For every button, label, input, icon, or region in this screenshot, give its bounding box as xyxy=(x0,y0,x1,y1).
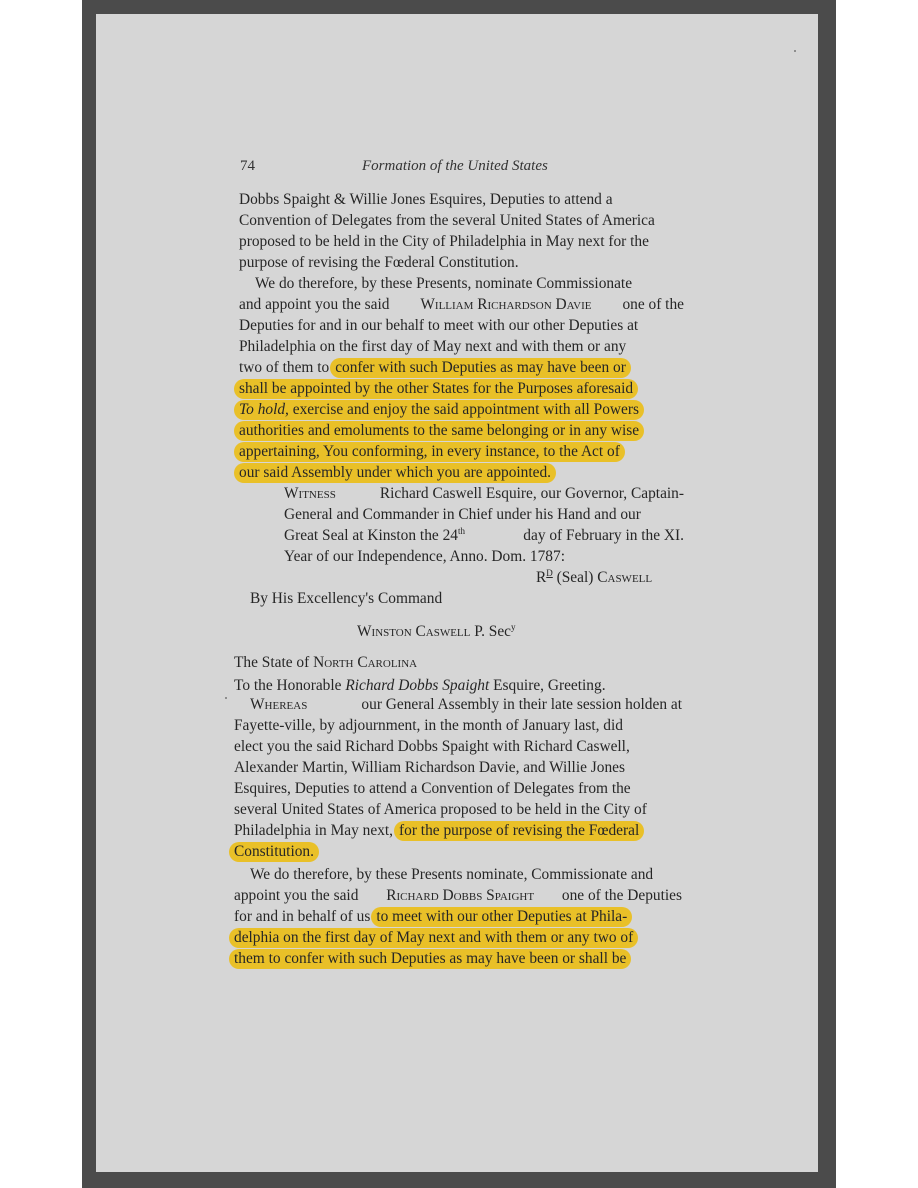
text-line: elect you the said Richard Dobbs Spaight with Richard Caswell, xyxy=(234,738,630,755)
highlighted-text: Constitution. xyxy=(229,842,319,862)
text-line: Philadelphia in May next, for the purpose of revising the Fœderal xyxy=(234,820,639,841)
address-line: The State of North Carolina xyxy=(234,654,418,671)
witness-line: Year of our Independence, Anno. Dom. 1787: xyxy=(284,548,565,565)
text-line: appoint you the said Richard Dobbs Spaight one of the Deputies xyxy=(234,887,682,904)
text-line: for and in behalf of us to meet with our other Deputies at Phila- xyxy=(234,906,627,927)
witness-line: Great Seal at Kinston the 24th day of February in the XI. xyxy=(284,525,684,544)
signature-line: $R^D$ (Seal) Caswell xyxy=(536,567,653,586)
highlighted-text: our said Assembly under which you are appointed. xyxy=(234,463,556,483)
text-line: proposed to be held in the City of Philadelphia in May next for the xyxy=(239,233,649,250)
text-line xyxy=(239,462,551,483)
highlighted-text: them to confer with such Deputies as may have been or shall be xyxy=(229,949,631,969)
text-line xyxy=(239,378,633,399)
text-line: two of them to confer with such Deputies as may have been or xyxy=(239,357,626,378)
text-line xyxy=(234,948,626,969)
text-line xyxy=(234,841,314,862)
paper-speck xyxy=(794,50,796,52)
text-line xyxy=(234,927,633,948)
secretary-line: Winston Caswell P. Sec$^y$ xyxy=(357,621,516,640)
address-line: To the Honorable Richard Dobbs Spaight Esquire, Greeting. xyxy=(234,677,606,694)
text-line xyxy=(239,441,620,462)
highlighted-text: for the purpose of revising the Fœderal xyxy=(394,821,644,841)
person-name: William Richardson Davie xyxy=(420,296,592,313)
highlighted-text: confer with such Deputies as may have been or xyxy=(330,358,631,378)
book-page xyxy=(96,14,818,1172)
highlighted-text: appertaining, You conforming, in every instance, to the Act of xyxy=(234,442,625,462)
highlighted-text: shall be appointed by the other States for the Purposes aforesaid xyxy=(234,379,638,399)
highlighted-text: To hold, exercise and enjoy the said appointment with all Powers xyxy=(234,400,644,420)
text-line: several United States of America proposed to be held in the City of xyxy=(234,801,647,818)
witness-line: General and Commander in Chief under his Hand and our xyxy=(284,506,641,523)
text-line: Deputies for and in our behalf to meet with our other Deputies at xyxy=(239,317,639,334)
page-number: 74 xyxy=(240,158,255,174)
text-line: Fayette-ville, by adjournment, in the month of January last, did xyxy=(234,717,623,734)
text-line: purpose of revising the Fœderal Constitution. xyxy=(239,254,519,271)
text-line: Whereas our General Assembly in their late session holden at xyxy=(250,696,682,713)
command-line: By His Excellency's Command xyxy=(250,590,443,607)
text-line: Philadelphia on the first day of May next and with them or any xyxy=(239,338,627,355)
text-line xyxy=(239,399,639,420)
signatory-name: Caswell xyxy=(597,569,653,586)
text-line: and appoint you the said William Richardson Davie one of the xyxy=(239,296,684,313)
person-name: Richard Dobbs Spaight xyxy=(386,887,535,904)
text-line: Esquires, Deputies to attend a Convention of Delegates from the xyxy=(234,780,631,797)
paper-speck xyxy=(225,697,227,699)
text-line xyxy=(239,420,639,441)
witness-line: Witness Richard Caswell Esquire, our Governor, Captain- xyxy=(284,485,684,502)
text-line: We do therefore, by these Presents nominate, Commissionate and xyxy=(250,866,654,883)
highlighted-text: authorities and emoluments to the same belonging or in any wise xyxy=(234,421,644,441)
running-head: Formation of the United States xyxy=(362,158,548,174)
text-line: Convention of Delegates from the several United States of America xyxy=(239,212,655,229)
text-line: We do therefore, by these Presents, nominate Commissionate xyxy=(255,275,633,292)
text-line: Alexander Martin, William Richardson Davie, and Willie Jones xyxy=(234,759,625,776)
highlighted-text: to meet with our other Deputies at Phila- xyxy=(371,907,632,927)
highlighted-text: delphia on the first day of May next and with them or any two of xyxy=(229,928,638,948)
text-line: Dobbs Spaight & Willie Jones Esquires, Deputies to attend a xyxy=(239,191,613,208)
